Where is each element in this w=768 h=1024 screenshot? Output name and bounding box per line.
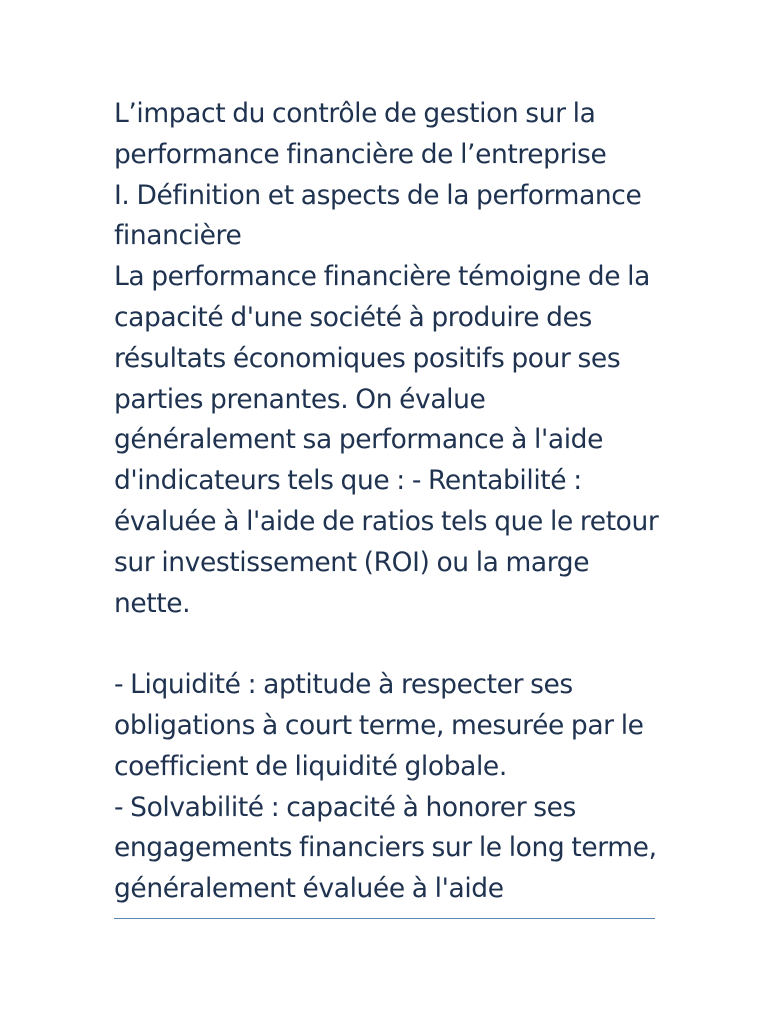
paragraph-solvency: - Solvabilité : capacité à honorer ses engagements financiers sur le long terme, généralement évaluée à l'aide	[114, 791, 657, 905]
blank-line	[114, 624, 659, 665]
document-title: L’impact du contrôle de gestion sur la performance financière de l’entreprise	[114, 98, 607, 170]
page-divider	[114, 918, 655, 919]
document-body	[114, 94, 659, 910]
paragraph-definition: La performance financière témoigne de la capacité d'une société à produire des résultats économiques positifs pour ses parties prenantes. On évalue généralement sa performance à l'aide d'indicateurs tels que : - Rentabilité : évaluée à l'aide de ratios tels que le retour sur investissement (ROI) ou la marge nette.	[114, 261, 659, 619]
paragraph-liquidity: - Liquidité : aptitude à respecter ses obligations à court terme, mesurée par le coefficient de liquidité globale.	[114, 669, 644, 782]
section-heading: I. Définition et aspects de la performance financière	[114, 179, 642, 252]
